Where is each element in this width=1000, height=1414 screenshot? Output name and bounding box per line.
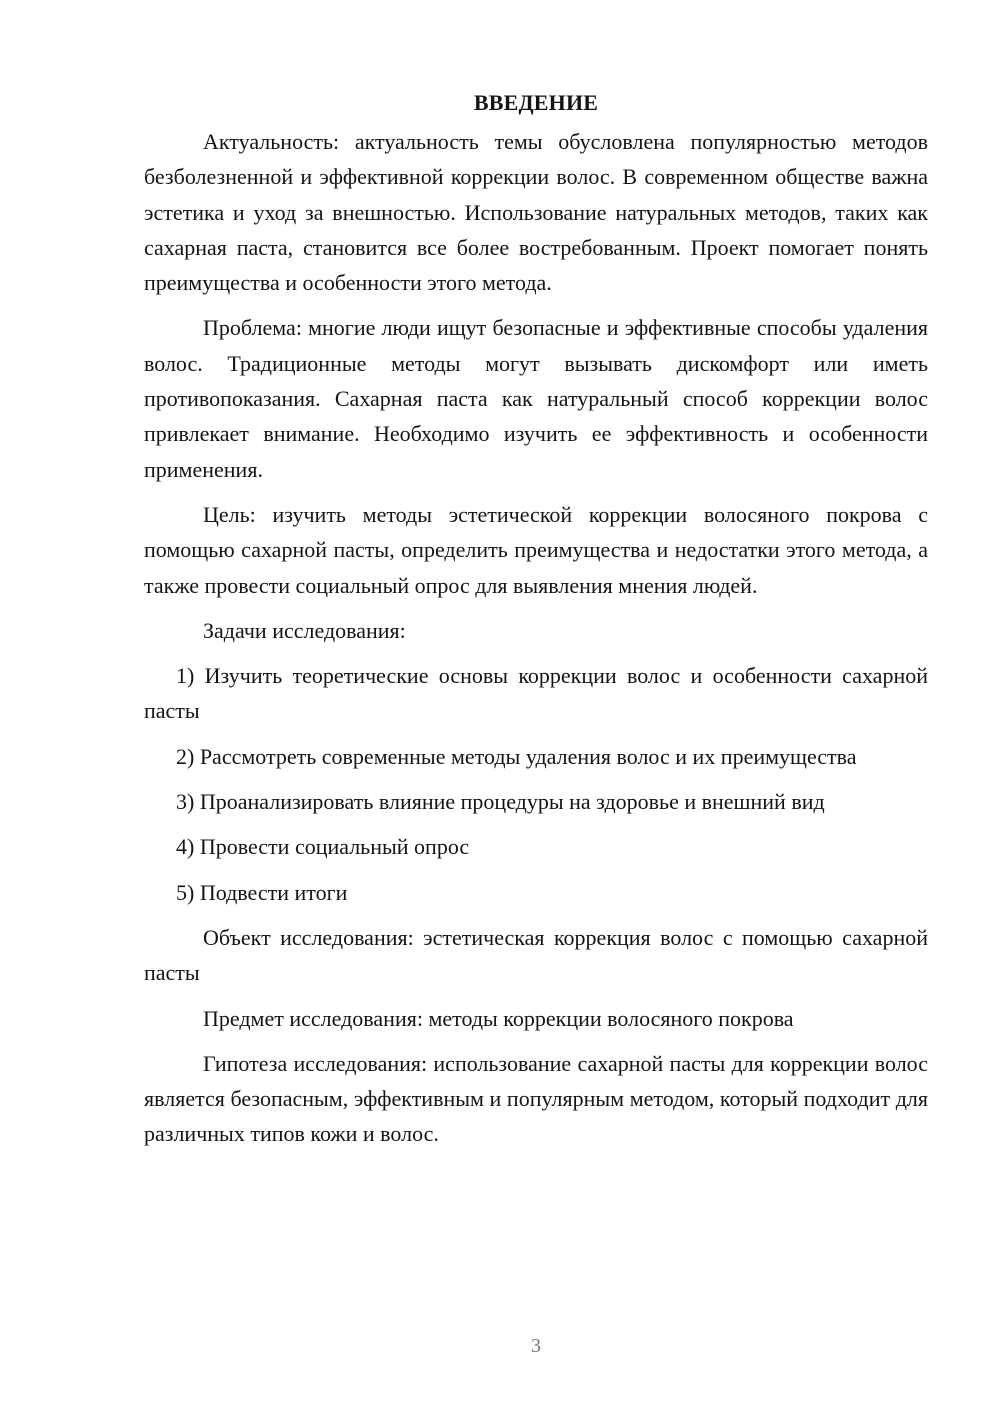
problem-paragraph: Проблема: многие люди ищут безопасные и эффективные способы удаления волос. Традиционные методы могут вызывать дискомфорт или иметь противопоказания. Сахарная паста как натуральный способ коррекции волос привлекает внимание. Необходимо изучить ее эффективность и особенности применения. (144, 315, 928, 482)
page-title: ВВЕДЕНИЕ (473, 90, 599, 115)
goal-paragraph: Цель: изучить методы эстетической коррекции волосяного покрова с помощью сахарной пасты, определить преимущества и недостатки этого метода, а также провести социальный опрос для выявления мнения людей. (144, 501, 928, 598)
page-number: 3 (531, 1335, 541, 1357)
object-paragraph: Объект исследования: эстетическая коррекция волос с помощью сахарной пасты (144, 924, 928, 986)
task-item: 5) Подвести итоги (176, 879, 348, 905)
task-item: 3) Проанализировать влияние процедуры на здоровье и внешний вид (176, 789, 825, 815)
document-page (144, 88, 928, 1162)
task-item: 2) Рассмотреть современные методы удаления волос и их преимущества (176, 743, 857, 769)
task-item: 4) Провести социальный опрос (176, 834, 470, 860)
relevance-paragraph: Актуальность: актуальность темы обусловлена популярностью методов безболезненной и эффективной коррекции волос. В современном обществе важна эстетика и уход за внешностью. Использование натуральных методов, таких как сахарная паста, становится все более востребованным. Проект помогает понять преимущества и особенности этого метода. (144, 129, 928, 296)
task-item: 1) Изучить теоретические основы коррекции волос и особенности сахарной пасты (144, 663, 928, 724)
subject-paragraph: Предмет исследования: методы коррекции волосяного покрова (203, 1005, 794, 1031)
hypothesis-paragraph: Гипотеза исследования: использование сахарной пасты для коррекции волос является безопасным, эффективным и популярным методом, который подходит для различных типов кожи и волос. (144, 1050, 928, 1147)
tasks-heading: Задачи исследования: (203, 617, 406, 643)
